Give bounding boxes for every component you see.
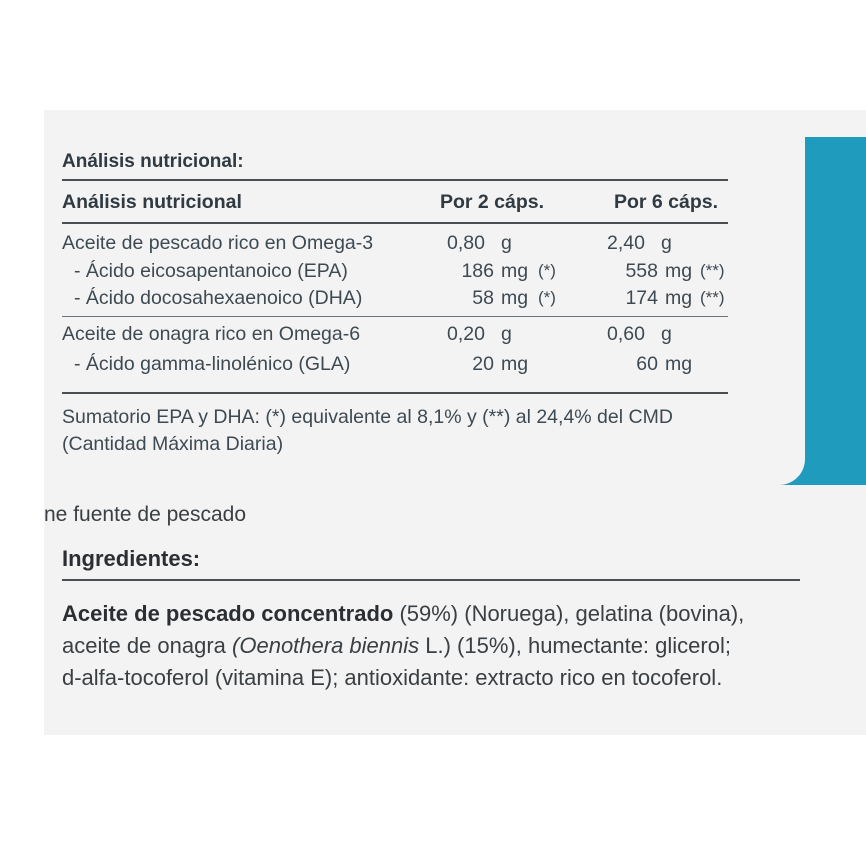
ingredients-rule: [62, 579, 800, 581]
unit-6-caps: mg: [665, 353, 693, 375]
footnote-mark: (**): [700, 261, 725, 280]
nutrition-caption: Análisis nutricional:: [62, 151, 244, 172]
table-top-rule: [62, 179, 728, 181]
unit-6-caps: g: [661, 232, 672, 254]
header-rule: [62, 222, 728, 224]
unit-6-caps: g: [661, 323, 672, 345]
value-6-caps: 2,40: [607, 232, 645, 254]
footnote-mark: (**): [700, 288, 725, 307]
source-note: ne fuente de pescado: [44, 503, 247, 526]
unit-2-caps: mg: [501, 260, 529, 282]
ingredient-species: (Oenothera biennis: [232, 633, 420, 658]
footnote-line-1: Sumatorio EPA y DHA: (*) equivalente al 8,1% y (**) al 24,4% del CMD: [62, 406, 673, 428]
footnote-mark: (*): [538, 288, 556, 307]
unit-2-caps: mg: [501, 353, 529, 375]
unit-2-caps: mg: [501, 287, 529, 309]
unit-2-caps: g: [501, 323, 512, 345]
header-per-6-caps: Por 6 cáps.: [614, 191, 719, 213]
ingredients-text: [62, 598, 752, 694]
nutrient-label: - Ácido docosahexaenoico (DHA): [74, 287, 363, 309]
nutrient-label: Aceite de pescado rico en Omega-3: [62, 232, 374, 254]
header-name: Análisis nutricional: [62, 191, 242, 213]
value-2-caps: 20: [472, 353, 494, 375]
unit-2-caps: g: [501, 232, 512, 254]
nutrient-label: - Ácido gamma-linolénico (GLA): [74, 353, 351, 375]
unit-6-caps: mg: [665, 287, 693, 309]
value-2-caps: 186: [461, 260, 494, 282]
nutrient-label: - Ácido eicosapentanoico (EPA): [74, 260, 348, 282]
value-6-caps: 0,60: [607, 323, 645, 345]
ingredient-part-1: (59%) (Noruega), gelatina (bovina), aceite de onagra: [62, 601, 745, 658]
footnote-mark: (*): [538, 261, 556, 280]
ingredients-title: Ingredientes:: [62, 546, 201, 571]
value-2-caps: 58: [472, 287, 494, 309]
nutrient-label: Aceite de onagra rico en Omega-6: [62, 323, 361, 345]
value-6-caps: 174: [625, 287, 658, 309]
table-bottom-rule: [62, 392, 728, 394]
header-per-2-caps: Por 2 cáps.: [440, 191, 545, 213]
value-2-caps: 0,20: [447, 323, 485, 345]
footnote-line-2: (Cantidad Máxima Diaria): [62, 433, 284, 455]
value-6-caps: 558: [625, 260, 658, 282]
ingredient-part-2: L.) (15%), humectante: glicerol; d-alfa-tocoferol (vitamina E); antioxidante: extracto rico en tocoferol.: [62, 633, 731, 690]
ingredient-lead: Aceite de pescado concentrado: [62, 601, 394, 626]
group-rule: [62, 316, 728, 317]
value-6-caps: 60: [636, 353, 658, 375]
value-2-caps: 0,80: [447, 232, 485, 254]
unit-6-caps: mg: [665, 260, 693, 282]
